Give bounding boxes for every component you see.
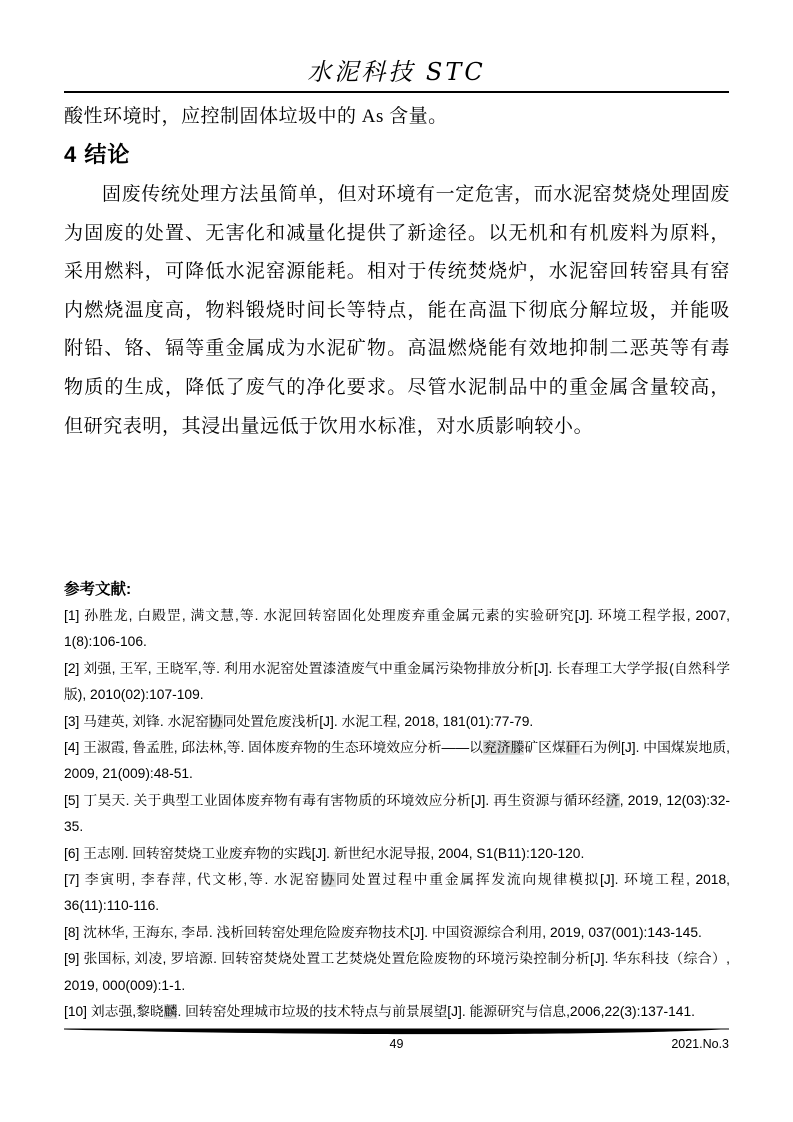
reference-item-5: [5] 丁昊天. 关于典型工业固体废弃物有毒有害物质的环境效应分析[J]. 再生资源与循环经济, 2019, 12(03):32-35.	[64, 792, 730, 835]
reference-item-7: [7] 李寅明, 李春萍, 代文彬,等. 水泥窑协同处置过程中重金属挥发流向规律模拟[J]. 环境工程, 2018, 36(11):110-116.	[64, 872, 730, 914]
references-heading: 参考文献:	[64, 581, 132, 598]
issue-label: 2021.No.3	[671, 1037, 729, 1051]
reference-item-1: [1] 孙胜龙, 白殿罡, 满文慧,等. 水泥回转窑固化处理废弃重金属元素的实验研究[J]. 环境工程学报, 2007, 1(8):106-106.	[64, 608, 730, 650]
reference-item-10: [10] 刘志强,黎晓麟. 回转窑处理城市垃圾的技术特点与前景展望[J]. 能源研究与信息,2006,22(3):137-141.	[64, 1004, 695, 1020]
conclusion-paragraph: 固废传统处理方法虽简单，但对环境有一定危害，而水泥窑焚烧处理固废为固废的处置、无害化和减量化提供了新途径。以无机和有机废料为原料，采用燃料，可降低水泥窑源能耗。相对于传统焚烧炉，水泥窑回转窑具有窑内燃烧温度高，物料锻烧时间长等特点，能在高温下彻底分解垃圾，并能吸附铅、铬、镉等重金属成为水泥矿物。高温燃烧能有效地抑制二恶英等有毒物质的生成，降低了废气的净化要求。尽管水泥制品中的重金属含量较高，但研究表明，其浸出量远低于饮用水标准，对水质影响较小。	[64, 184, 730, 437]
intro-sentence: 酸性环境时，应控制固体垃圾中的 As 含量。	[64, 106, 448, 127]
reference-item-4: [4] 王淑霞, 鲁孟胜, 邱法林,等. 固体废弃物的生态环境效应分析——以兖济滕矿区煤矸石为例[J]. 中国煤炭地质, 2009, 21(009):48-51.	[64, 740, 730, 782]
reference-item-9: [9] 张国标, 刘凌, 罗培源. 回转窑焚烧处置工艺焚烧处置危险废物的环境污染控制分析[J]. 华东科技（综合）, 2019, 000(009):1-1.	[64, 951, 730, 993]
section-heading-conclusion: 4 结论	[64, 142, 131, 167]
reference-item-8: [8] 沈林华, 王海东, 李昂. 浅析回转窑处理危险废弃物技术[J]. 中国资源综合利用, 2019, 037(001):143-145.	[64, 924, 702, 940]
journal-title: 水泥科技 STC	[307, 58, 486, 86]
references-section	[64, 577, 730, 1026]
page-number: 49	[389, 1037, 404, 1051]
reference-item-6: [6] 王志刚. 回转窑焚烧工业废弃物的实践[J]. 新世纪水泥导报, 2004, S1(B11):120-120.	[64, 845, 585, 861]
reference-item-2: [2] 刘强, 王军, 王晓军,等. 利用水泥窑处置漆渣废气中重金属污染物排放分析[J]. 长春理工大学学报(自然科学版), 2010(02):107-109.	[64, 660, 730, 703]
header-rule	[64, 91, 729, 93]
reference-item-3: [3] 马建英, 刘锋. 水泥窑协同处置危废浅析[J]. 水泥工程, 2018, 181(01):77-79.	[64, 713, 534, 729]
footer-rule	[64, 1028, 729, 1037]
page-footer	[64, 1037, 729, 1055]
